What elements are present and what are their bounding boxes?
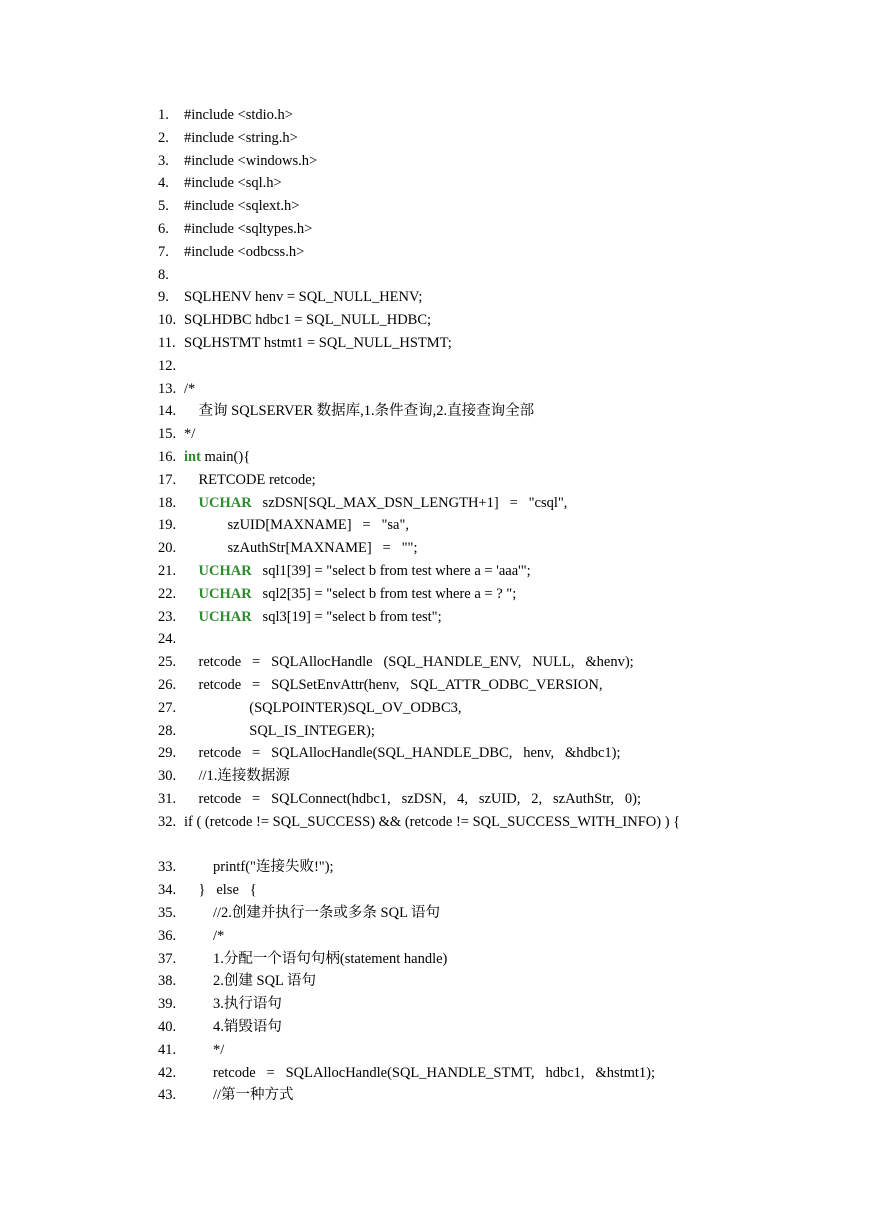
code-content: 2.创建 SQL 语句	[184, 973, 316, 990]
code-text	[184, 674, 602, 697]
code-content: szAuthStr[MAXNAME] = "";	[184, 540, 418, 557]
code-text	[184, 1039, 224, 1062]
code-content: retcode = SQLConnect(hdbc1, szDSN, 4, szUID, 2, szAuthStr, 0);	[184, 791, 642, 807]
line-number: 26.	[158, 677, 177, 693]
code-content: /*	[184, 927, 225, 944]
line-number: 5.	[158, 198, 169, 215]
code-text	[184, 651, 634, 674]
code-text	[184, 537, 417, 560]
code-content: //第一种方式	[184, 1087, 294, 1104]
keyword: UCHAR	[198, 494, 252, 511]
line-number: 6.	[158, 221, 169, 237]
code-text	[184, 606, 442, 629]
code-text	[184, 218, 312, 241]
line-number: 12.	[158, 357, 177, 374]
code-content: szUID[MAXNAME] = "sa",	[184, 517, 410, 534]
code-content: */	[184, 1041, 225, 1058]
code-text	[184, 469, 316, 492]
code-text	[184, 925, 224, 948]
keyword: int	[184, 449, 201, 465]
line-number: 20.	[158, 540, 177, 557]
line-number: 11.	[158, 335, 176, 351]
code-text	[184, 514, 409, 537]
line-number: 40.	[158, 1019, 177, 1035]
code-text	[184, 697, 462, 720]
code-content: #include <string.h>	[184, 129, 298, 146]
code-content: #include <stdio.h>	[184, 107, 293, 123]
line-number: 25.	[158, 654, 177, 671]
line-number: 34.	[158, 882, 177, 899]
code-text	[184, 378, 195, 401]
code-text	[184, 286, 422, 309]
line-number: 14.	[158, 403, 177, 420]
line-number: 43.	[158, 1087, 177, 1104]
code-content: SQL_IS_INTEGER);	[184, 722, 375, 739]
line-number: 33.	[158, 859, 177, 876]
code-content: #include <sqlext.h>	[184, 198, 300, 215]
line-number: 22.	[158, 585, 177, 602]
code-content: szDSN[SQL_MAX_DSN_LENGTH+1] = "csql",	[251, 494, 568, 511]
line-number: 42.	[158, 1064, 177, 1081]
line-number: 1.	[158, 107, 169, 123]
line-number: 28.	[158, 722, 177, 739]
line-number: 10.	[158, 312, 177, 329]
code-content: main(){	[200, 449, 251, 465]
code-content: } else {	[184, 882, 257, 899]
line-number: 31.	[158, 791, 177, 807]
line-number: 27.	[158, 699, 177, 716]
line-number: 23.	[158, 608, 177, 625]
code-content: */	[184, 426, 196, 443]
code-content: #include <sql.h>	[184, 175, 282, 192]
code-content: 3.执行语句	[184, 996, 282, 1013]
line-number: 32.	[158, 813, 177, 830]
code-text	[184, 492, 567, 515]
code-content: retcode = SQLAllocHandle(SQL_HANDLE_DBC, henv, &hdbc1);	[184, 745, 621, 762]
line-number: 24.	[158, 631, 177, 648]
line-number: 35.	[158, 905, 177, 921]
code-content: #include <windows.h>	[184, 152, 318, 169]
keyword: UCHAR	[198, 585, 252, 602]
code-content: 1.分配一个语句句柄(statement handle)	[184, 950, 448, 967]
code-text	[184, 332, 452, 355]
code-text	[184, 560, 531, 583]
line-number: 19.	[158, 517, 177, 534]
line-number: 8.	[158, 266, 169, 283]
code-text	[184, 172, 282, 195]
code-text	[184, 970, 316, 993]
line-number: 3.	[158, 152, 169, 169]
line-number: 15.	[158, 426, 177, 443]
code-text	[184, 583, 516, 606]
line-number: 17.	[158, 471, 177, 488]
code-text	[184, 1016, 282, 1039]
code-content: (SQLPOINTER)SQL_OV_ODBC3,	[184, 699, 462, 716]
code-text	[184, 1062, 655, 1085]
code-text	[184, 150, 317, 173]
line-number: 41.	[158, 1041, 177, 1058]
line-number: 39.	[158, 996, 177, 1013]
code-text	[184, 902, 440, 925]
line-number: 37.	[158, 950, 177, 967]
line-number: 13.	[158, 380, 177, 397]
code-text	[184, 104, 293, 127]
line-number: 9.	[158, 289, 169, 306]
code-text	[184, 788, 641, 811]
code-content: SQLHENV henv = SQL_NULL_HENV;	[184, 289, 423, 306]
code-content: SQLHSTMT hstmt1 = SQL_NULL_HSTMT;	[184, 335, 452, 351]
code-content: retcode = SQLAllocHandle (SQL_HANDLE_ENV, NULL, &henv);	[184, 654, 634, 671]
code-content: retcode = SQLSetEnvAttr(henv, SQL_ATTR_ODBC_VERSION,	[184, 677, 603, 693]
line-number: 21.	[158, 563, 177, 579]
code-content: sql1[39] = "select b from test where a = 'aaa'";	[251, 563, 531, 579]
code-text	[184, 811, 732, 834]
code-content: //1.连接数据源	[184, 768, 290, 785]
code-content: sql2[35] = "select b from test where a = ? ";	[251, 585, 517, 602]
code-content: retcode = SQLAllocHandle(SQL_HANDLE_STMT, hdbc1, &hstmt1);	[184, 1064, 656, 1081]
code-text	[184, 856, 334, 879]
line-number: 18.	[158, 494, 177, 511]
keyword: UCHAR	[198, 563, 252, 579]
code-text	[184, 423, 195, 446]
code-content: /*	[184, 380, 196, 397]
code-content: #include <odbcss.h>	[184, 243, 305, 260]
code-content: //2.创建并执行一条或多条 SQL 语句	[184, 905, 441, 921]
code-text	[184, 948, 447, 971]
code-text	[184, 879, 257, 902]
code-content: sql3[19] = "select b from test";	[251, 608, 442, 625]
line-number: 7.	[158, 243, 169, 260]
code-content: SQLHDBC hdbc1 = SQL_NULL_HDBC;	[184, 312, 432, 329]
code-content: #include <sqltypes.h>	[184, 221, 313, 237]
code-content: if ( (retcode != SQL_SUCCESS) && (retcode != SQL_SUCCESS_WITH_INFO) ) {	[184, 813, 681, 830]
code-content: 查询 SQLSERVER 数据库,1.条件查询,2.直接查询全部	[184, 403, 535, 420]
code-text	[184, 765, 290, 788]
line-number: 29.	[158, 745, 177, 762]
code-text	[184, 1084, 294, 1107]
code-content: RETCODE retcode;	[184, 471, 316, 488]
line-number: 36.	[158, 927, 177, 944]
keyword: UCHAR	[198, 608, 252, 625]
code-text	[184, 309, 431, 332]
line-number: 30.	[158, 768, 177, 785]
code-content: 4.销毁语句	[184, 1019, 282, 1035]
code-text	[184, 127, 298, 150]
code-text	[184, 993, 282, 1016]
code-text	[184, 720, 375, 743]
code-content: printf("连接失败!");	[184, 859, 334, 876]
code-text	[184, 742, 621, 765]
code-text	[184, 195, 299, 218]
code-text	[184, 400, 534, 423]
line-number: 16.	[158, 449, 177, 465]
code-text	[184, 446, 250, 469]
line-number: 38.	[158, 973, 177, 990]
line-number: 2.	[158, 129, 169, 146]
code-text	[184, 241, 304, 264]
line-number: 4.	[158, 175, 169, 192]
